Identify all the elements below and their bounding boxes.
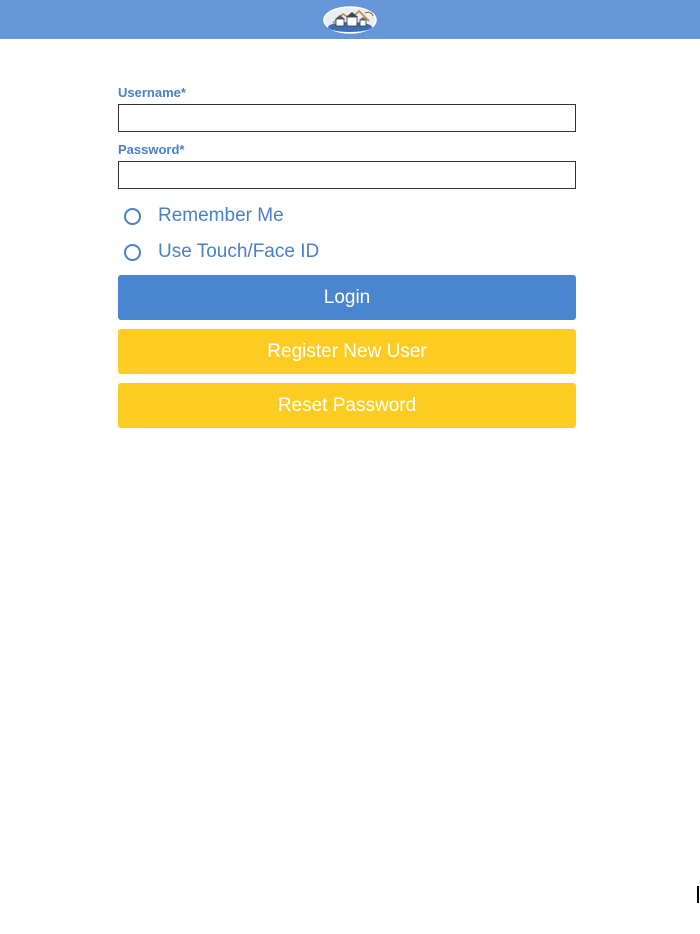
remember-me-option[interactable] (118, 198, 576, 234)
username-label: Username* (118, 85, 186, 100)
touch-face-id-option[interactable] (118, 234, 576, 270)
app-header (0, 0, 700, 39)
touch-face-id-radio[interactable] (124, 244, 141, 261)
remember-me-label: Remember Me (158, 205, 284, 226)
login-button[interactable]: Login (118, 275, 576, 320)
register-new-user-button[interactable]: Register New User (118, 329, 576, 374)
remember-me-radio[interactable] (124, 208, 141, 225)
login-form (118, 84, 576, 428)
house-logo-icon (323, 5, 377, 35)
password-input[interactable] (118, 161, 576, 189)
reset-password-button[interactable]: Reset Password (118, 383, 576, 428)
text-cursor-mark (697, 886, 699, 903)
username-input[interactable] (118, 104, 576, 132)
password-label: Password* (118, 142, 185, 157)
touch-face-id-label: Use Touch/Face ID (158, 241, 320, 262)
